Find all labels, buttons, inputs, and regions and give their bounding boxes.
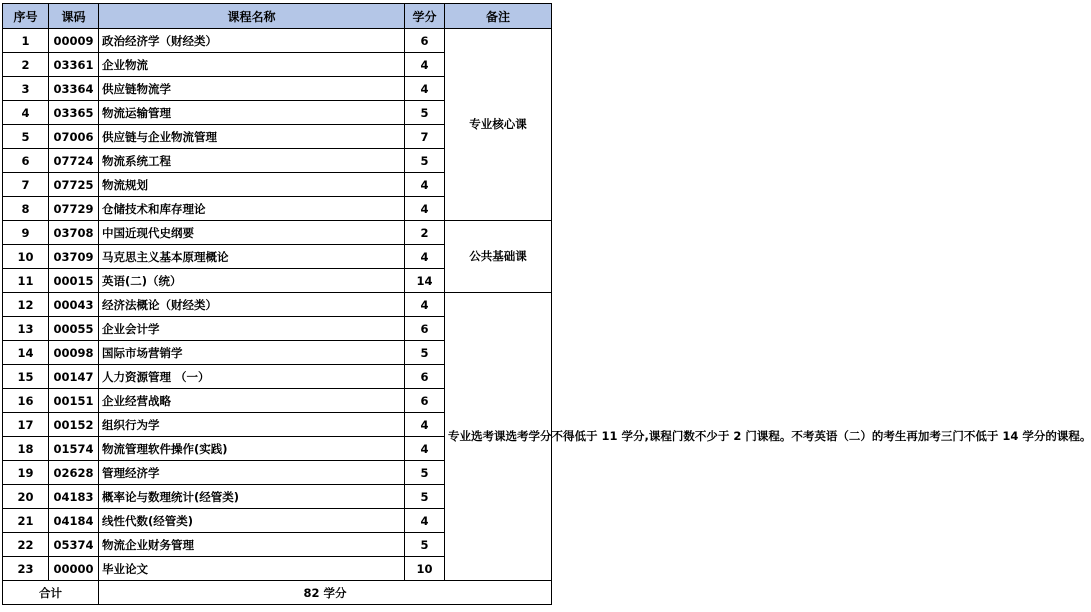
row-seq: 8 [3,197,49,221]
row-course-name: 物流系统工程 [99,149,405,173]
row-code: 07006 [49,125,99,149]
row-code: 00000 [49,557,99,581]
row-course-name: 物流企业财务管理 [99,533,405,557]
row-course-name: 政治经济学（财经类） [99,29,405,53]
row-code: 00152 [49,413,99,437]
row-credit: 10 [405,557,445,581]
row-seq: 12 [3,293,49,317]
row-seq: 23 [3,557,49,581]
table-row [3,221,552,245]
row-course-name: 供应链物流学 [99,77,405,101]
header-seq: 序号 [3,4,49,29]
row-seq: 19 [3,461,49,485]
row-credit: 5 [405,149,445,173]
row-credit: 5 [405,461,445,485]
row-course-name: 仓储技术和库存理论 [99,197,405,221]
row-seq: 21 [3,509,49,533]
total-label: 合计 [3,581,99,605]
row-credit: 4 [405,77,445,101]
header-code: 课码 [49,4,99,29]
row-seq: 10 [3,245,49,269]
row-seq: 22 [3,533,49,557]
row-code: 05374 [49,533,99,557]
row-code: 03364 [49,77,99,101]
row-credit: 5 [405,485,445,509]
row-code: 00147 [49,365,99,389]
course-table [2,3,1091,605]
header-note: 备注 [445,4,552,29]
row-code: 03361 [49,53,99,77]
row-seq: 15 [3,365,49,389]
row-course-name: 人力资源管理 （一） [99,365,405,389]
row-seq: 2 [3,53,49,77]
total-credits: 82 学分 [99,581,552,605]
row-course-name: 概率论与数理统计(经管类) [99,485,405,509]
total-row [3,581,552,605]
row-seq: 3 [3,77,49,101]
note-core-courses: 专业核心课 [445,29,552,221]
row-code: 00015 [49,269,99,293]
row-course-name: 国际市场营销学 [99,341,405,365]
row-seq: 6 [3,149,49,173]
row-code: 00098 [49,341,99,365]
row-credit: 14 [405,269,445,293]
row-seq: 7 [3,173,49,197]
row-code: 07729 [49,197,99,221]
row-course-name: 组织行为学 [99,413,405,437]
row-credit: 5 [405,533,445,557]
header-credit: 学分 [405,4,445,29]
row-seq: 13 [3,317,49,341]
row-course-name: 毕业论文 [99,557,405,581]
row-course-name: 物流管理软件操作(实践) [99,437,405,461]
row-seq: 18 [3,437,49,461]
table-row [3,293,552,317]
row-course-name: 中国近现代史纲要 [99,221,405,245]
row-credit: 5 [405,341,445,365]
row-course-name: 管理经济学 [99,461,405,485]
row-credit: 4 [405,173,445,197]
row-course-name: 企业会计学 [99,317,405,341]
row-credit: 4 [405,437,445,461]
note-public-courses: 公共基础课 [445,221,552,293]
row-code: 07725 [49,173,99,197]
row-code: 01574 [49,437,99,461]
row-credit: 6 [405,389,445,413]
row-course-name: 物流规划 [99,173,405,197]
row-course-name: 马克思主义基本原理概论 [99,245,405,269]
row-credit: 7 [405,125,445,149]
row-code: 03365 [49,101,99,125]
row-code: 03708 [49,221,99,245]
header-course-name: 课程名称 [99,4,405,29]
table-header-row [3,4,552,29]
row-credit: 6 [405,365,445,389]
row-credit: 2 [405,221,445,245]
row-seq: 1 [3,29,49,53]
row-seq: 20 [3,485,49,509]
row-credit: 4 [405,53,445,77]
row-course-name: 供应链与企业物流管理 [99,125,405,149]
row-code: 03709 [49,245,99,269]
row-credit: 5 [405,101,445,125]
row-course-name: 企业物流 [99,53,405,77]
row-seq: 14 [3,341,49,365]
row-course-name: 企业经营战略 [99,389,405,413]
table-row [3,29,552,53]
row-code: 04183 [49,485,99,509]
row-code: 04184 [49,509,99,533]
row-credit: 4 [405,509,445,533]
note-elective-courses: 专业选考课选考学分不得低于 11 学分,课程门数不少于 2 门课程。不考英语（二）的考生再加考三门不低于 14 学分的课程。 [445,293,552,581]
row-credit: 4 [405,197,445,221]
row-code: 02628 [49,461,99,485]
row-code: 00009 [49,29,99,53]
row-code: 00151 [49,389,99,413]
row-credit: 6 [405,29,445,53]
row-course-name: 英语(二)（统） [99,269,405,293]
row-code: 07724 [49,149,99,173]
row-seq: 5 [3,125,49,149]
row-seq: 4 [3,101,49,125]
row-credit: 4 [405,245,445,269]
row-credit: 6 [405,317,445,341]
row-course-name: 物流运输管理 [99,101,405,125]
row-seq: 9 [3,221,49,245]
row-code: 00055 [49,317,99,341]
row-seq: 11 [3,269,49,293]
row-course-name: 线性代数(经管类) [99,509,405,533]
row-credit: 4 [405,413,445,437]
row-credit: 4 [405,293,445,317]
row-seq: 16 [3,389,49,413]
row-code: 00043 [49,293,99,317]
row-course-name: 经济法概论（财经类） [99,293,405,317]
row-seq: 17 [3,413,49,437]
